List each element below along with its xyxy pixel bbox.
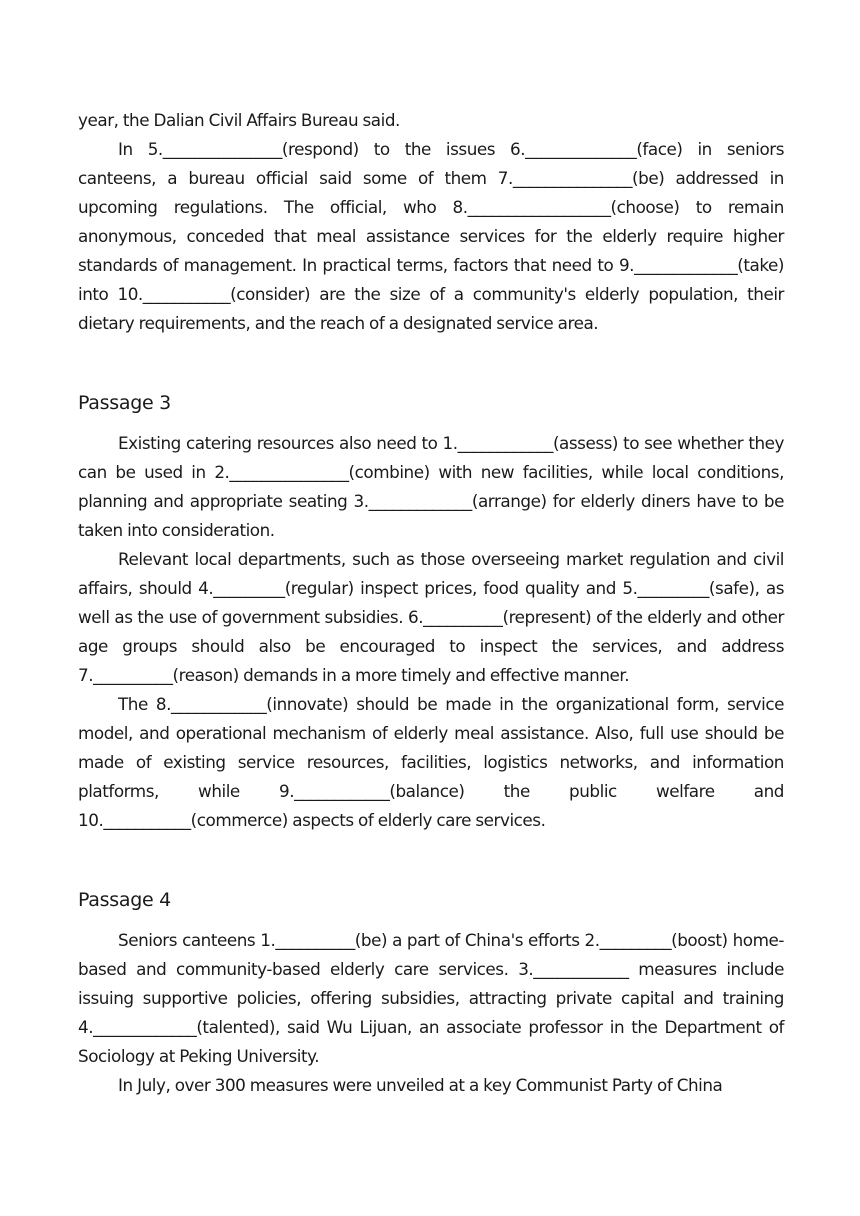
passage-3-paragraph-3: The 8.____________(innovate) should be made in the organizational form, service model, and operational mechanism of elderly meal assistance. Also, full use should be made of existing service resources, facilities, logistics networks, and information platforms, while 9.____________(balance) the public welfare and 10.___________(commerce) aspects of elderly care services. [78, 694, 784, 830]
passage-4-title: Passage 4 [78, 889, 171, 911]
continuation-line: year, the Dalian Civil Affairs Bureau said. [78, 110, 400, 130]
passage-3-paragraph-1: Existing catering resources also need to 1.____________(assess) to see whether they can be used in 2._______________(combine) with new facilities, while local conditions, planning and appropriate seating 3._____________(arrange) for elderly diners have to be taken into consideration. [78, 433, 784, 540]
passage-3-title: Passage 3 [78, 392, 171, 414]
document-page [78, 106, 784, 1100]
passage-4-paragraph-1: Seniors canteens 1.__________(be) a part of China's efforts 2._________(boost) home-based and community-based elderly care services. 3.____________ measures include issuing supportive policies, offering subsidies, attracting private capital and training 4._____________(talented), said Wu Lijuan, an associate professor in the Department of Sociology at Peking University. [78, 930, 784, 1066]
passage-3-paragraph-2: Relevant local departments, such as those overseeing market regulation and civil affairs, should 4._________(regular) inspect prices, food quality and 5._________(safe), as well as the use of government subsidies. 6.__________(represent) of the elderly and other age groups should also be encouraged to inspect the services, and address 7.__________(reason) demands in a more timely and effective manner. [78, 549, 784, 685]
paragraph-respond-blanks: In 5._______________(respond) to the issues 6.______________(face) in seniors canteens, a bureau official said some of them 7._______________(be) addressed in upcoming regulations. The official, who 8.__________________(choose) to remain anonymous, conceded that meal assistance services for the elderly require higher standards of management. In practical terms, factors that need to 9._____________(take) into 10.___________(consider) are the size of a community's elderly population, their dietary requirements, and the reach of a designated service area. [78, 139, 784, 333]
passage-4-paragraph-2: In July, over 300 measures were unveiled at a key Communist Party of China [118, 1075, 723, 1095]
